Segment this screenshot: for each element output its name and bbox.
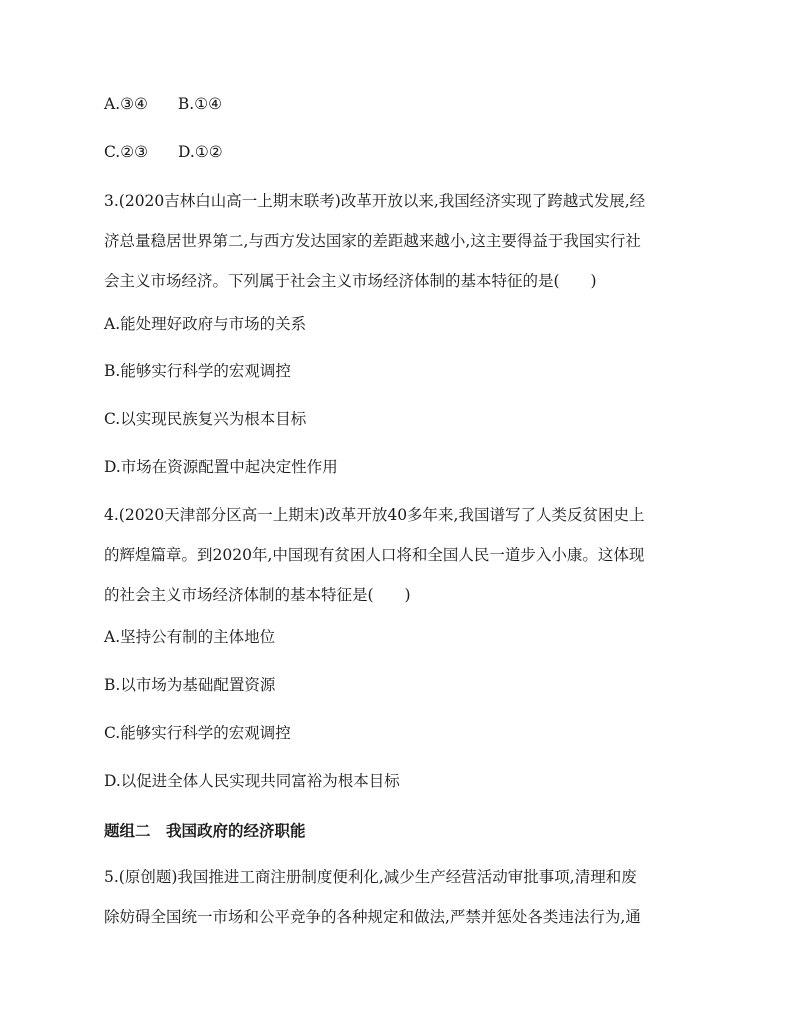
question-4-option-a: A.坚持公有制的主体地位 [104,628,276,646]
question-4-option-d: D.以促进全体人民实现共同富裕为根本目标 [104,772,400,790]
option-b: B.①④ [177,95,223,113]
question-3-line: 济总量稳居世界第二,与西方发达国家的差距越来越小,这主要得益于我国实行社 [104,232,641,250]
question-4-option-b: B.以市场为基础配置资源 [104,676,276,694]
option-a: A.③④ [104,95,148,113]
question-5-line: 除妨碍全国统一市场和公平竞争的各种规定和做法,严禁并惩处各类违法行为,通 [104,908,641,926]
prev-question-options-row1 [104,94,704,114]
question-3-line: 3.(2020吉林白山高一上期末联考)改革开放以来,我国经济实现了跨越式发展,经 [104,192,646,210]
option-c: C.②③ [104,143,149,161]
question-3-option-b: B.能够实行科学的宏观调控 [104,362,291,380]
question-3-stem [104,181,694,301]
question-3-option-a: A.能处理好政府与市场的关系 [104,315,307,333]
question-5-line: 5.(原创题)我国推进工商注册制度便利化,减少生产经营活动审批事项,清理和废 [104,868,637,886]
option-d: D.①② [178,143,223,161]
question-3-option-c: C.以实现民族复兴为根本目标 [104,410,307,428]
question-4-line: 4.(2020天津部分区高一上期末)改革开放40多年来,我国谱写了人类反贫困史上 [104,506,645,524]
question-4-line: 的社会主义市场经济体制的基本特征是( ) [104,586,411,604]
question-3-option-d: D.市场在资源配置中起决定性作用 [104,458,338,476]
question-4-stem [104,495,694,615]
prev-question-options-row2 [104,142,704,162]
section-heading: 题组二 我国政府的经济职能 [104,822,306,840]
question-4-option-c: C.能够实行科学的宏观调控 [104,724,291,742]
question-4-line: 的辉煌篇章。到2020年,中国现有贫困人口将和全国人民一道步入小康。这体现 [104,546,645,564]
question-5-stem [104,857,694,937]
question-3-line: 会主义市场经济。下列属于社会主义市场经济体制的基本特征的是( ) [104,272,597,290]
